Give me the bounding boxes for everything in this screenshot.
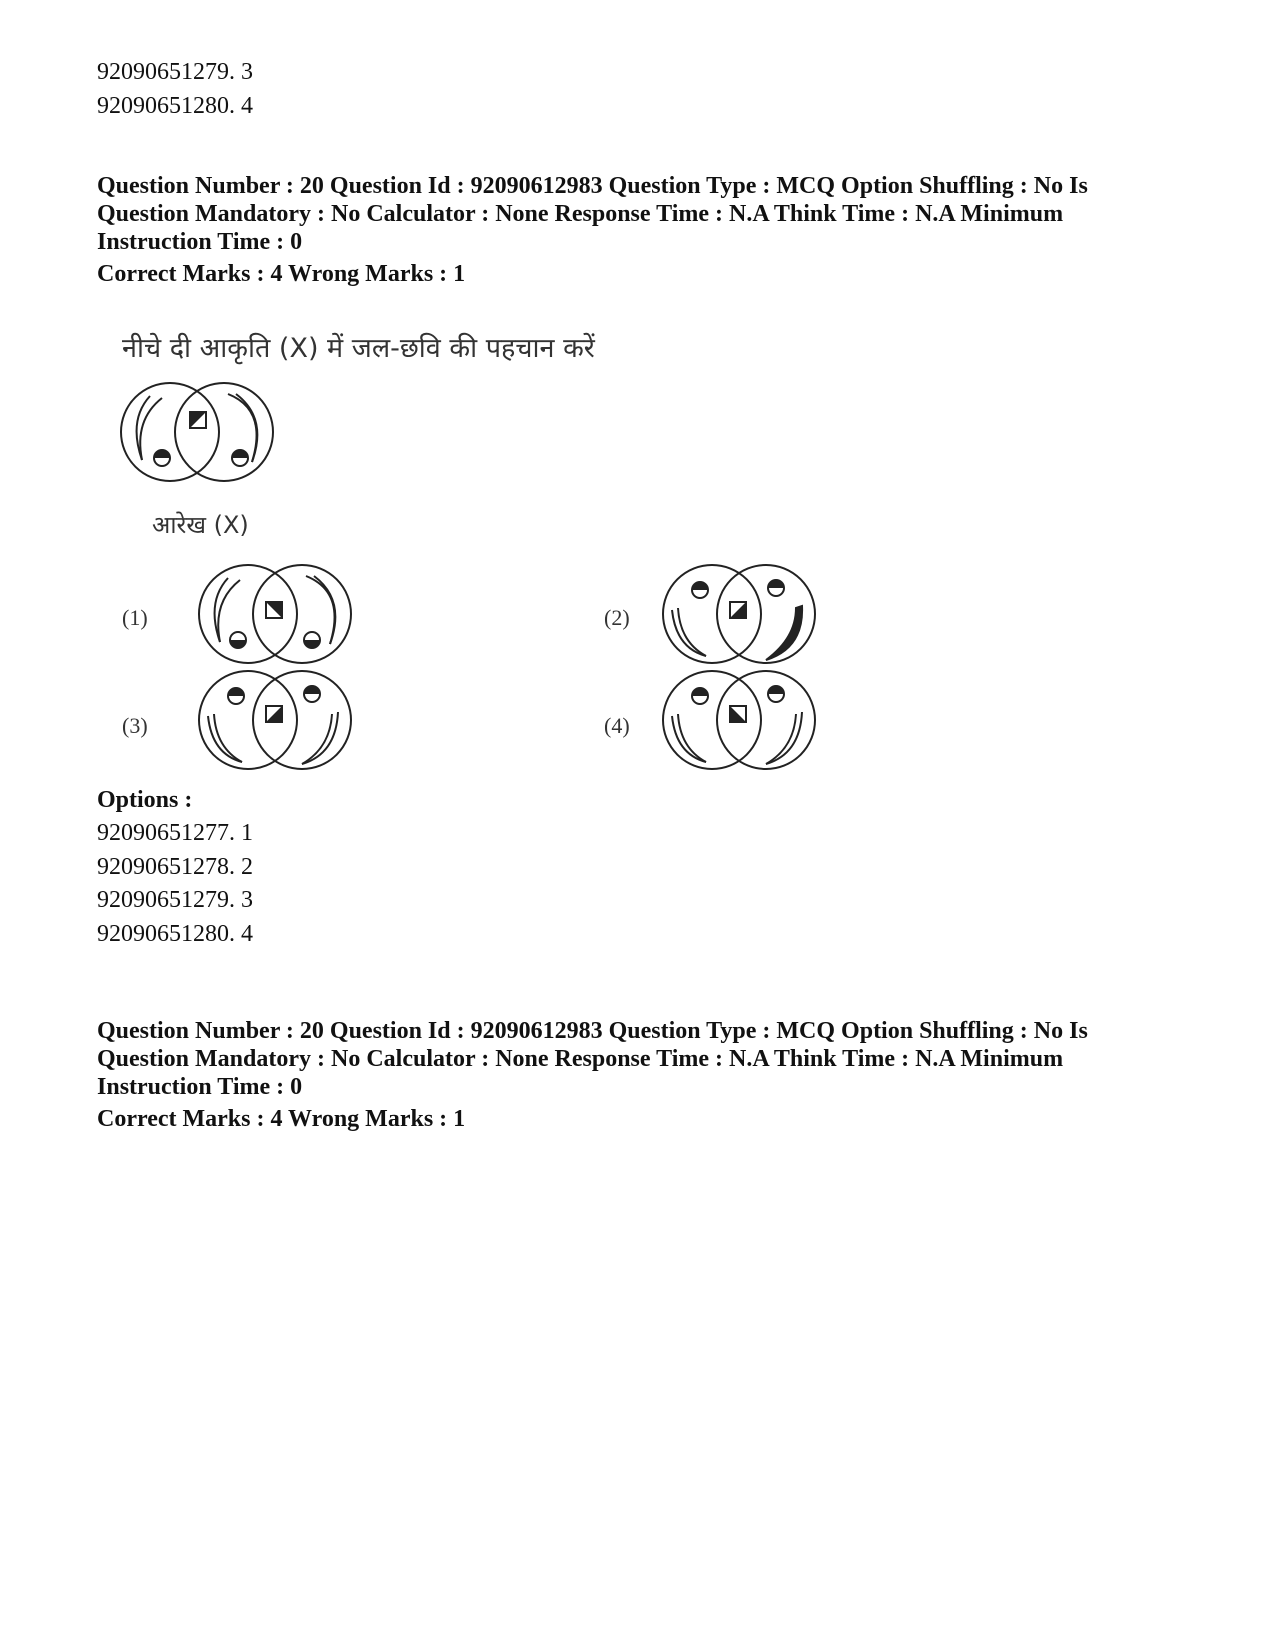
option-figure-label-3: (3): [122, 713, 148, 738]
question-meta-1: [97, 172, 1197, 256]
option-value: 3: [241, 887, 253, 913]
option-2: 92090651278. 2: [97, 854, 253, 880]
option-value: 3: [241, 59, 253, 85]
question-meta-line: Question Number : 20 Question Id : 92090612983 Question Type : MCQ Option Shuffling : No Is: [97, 1018, 1088, 1044]
options-heading: Options :: [97, 787, 193, 813]
option-figure-2: [660, 564, 820, 668]
question-meta-line: Question Number : 20 Question Id : 92090612983 Question Type : MCQ Option Shuffling : No Is: [97, 173, 1088, 199]
option-id: 92090651277: [97, 820, 229, 846]
option-figure-label-2: (2): [604, 605, 630, 630]
figure-caption: आरेख (X): [152, 511, 249, 539]
question-meta-line: Instruction Time : 0: [97, 229, 303, 255]
option-figure-label-1: (1): [122, 605, 148, 630]
marks-line-2: Correct Marks : 4 Wrong Marks : 1: [97, 1106, 466, 1132]
top-option-3: 92090651279. 3: [97, 59, 253, 85]
option-value: 1: [241, 820, 253, 846]
question-meta-2: [97, 1017, 1197, 1101]
option-id: 92090651279: [97, 887, 229, 913]
option-value: 4: [241, 93, 253, 119]
option-3: 92090651279. 3: [97, 887, 253, 913]
option-id: 92090651278: [97, 854, 229, 880]
marks-line-1: Correct Marks : 4 Wrong Marks : 1: [97, 261, 466, 287]
option-id: 92090651280: [97, 93, 229, 119]
figure-x: [118, 382, 278, 490]
option-id: 92090651279: [97, 59, 229, 85]
option-figure-1: [196, 564, 356, 668]
option-figure-label-4: (4): [604, 713, 630, 738]
question-meta-line: Question Mandatory : No Calculator : None Response Time : N.A Think Time : N.A Minimum: [97, 1046, 1064, 1072]
top-option-4: 92090651280. 4: [97, 93, 253, 119]
option-value: 2: [241, 854, 253, 880]
question-meta-line: Instruction Time : 0: [97, 1074, 303, 1100]
option-id: 92090651280: [97, 921, 229, 947]
option-figure-3: [196, 670, 356, 774]
option-4: 92090651280. 4: [97, 921, 253, 947]
option-value: 4: [241, 921, 253, 947]
question-text: नीचे दी आकृति (X) में जल-छवि की पहचान करें: [122, 333, 595, 364]
option-1: 92090651277. 1: [97, 820, 253, 846]
question-meta-line: Question Mandatory : No Calculator : None Response Time : N.A Think Time : N.A Minimum: [97, 201, 1064, 227]
option-figure-4: [660, 670, 820, 774]
